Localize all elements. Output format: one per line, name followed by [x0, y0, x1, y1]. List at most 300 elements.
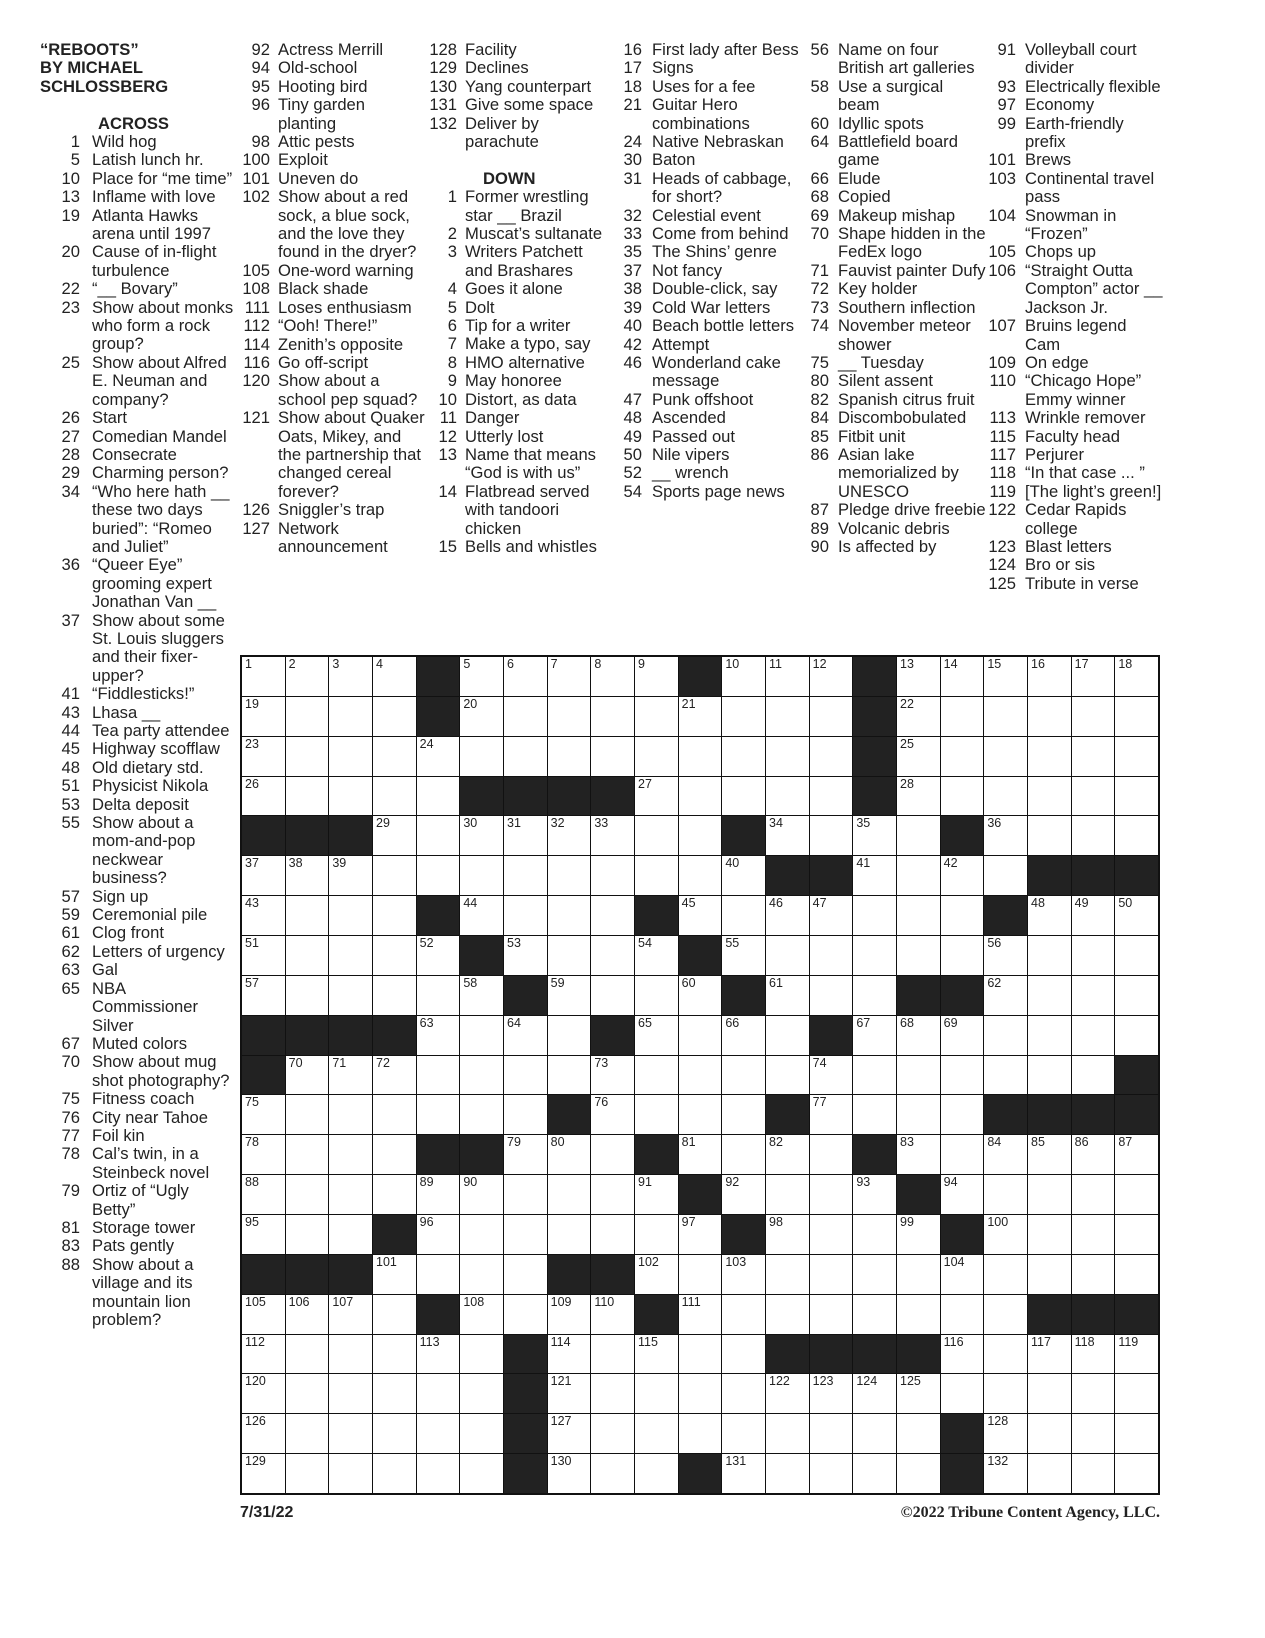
clue-down-74[interactable] — [797, 317, 988, 354]
grid-cell[interactable] — [286, 896, 329, 935]
grid-cell[interactable] — [1072, 697, 1115, 736]
grid-cell[interactable] — [941, 1095, 984, 1134]
clue-down-75[interactable] — [797, 354, 988, 372]
clue-down-49[interactable] — [612, 428, 802, 446]
grid-cell[interactable] — [329, 1374, 372, 1413]
grid-cell[interactable] — [417, 856, 460, 895]
clue-down-54[interactable] — [612, 483, 802, 501]
grid-cell[interactable] — [1072, 737, 1115, 776]
clue-across-112[interactable] — [238, 317, 426, 335]
grid-cell[interactable] — [1028, 936, 1071, 975]
clue-across-1[interactable] — [40, 133, 234, 151]
grid-cell[interactable] — [984, 777, 1027, 816]
grid-cell[interactable] — [941, 1016, 984, 1055]
grid-cell[interactable] — [722, 1295, 765, 1334]
grid-cell[interactable] — [1072, 777, 1115, 816]
grid-cell[interactable] — [460, 1255, 503, 1294]
clue-down-101[interactable] — [984, 151, 1165, 169]
grid-cell[interactable] — [679, 976, 722, 1015]
clue-down-3[interactable] — [425, 243, 607, 280]
grid-cell[interactable] — [548, 1454, 591, 1493]
clue-across-75[interactable] — [40, 1090, 234, 1108]
grid-cell[interactable] — [242, 896, 285, 935]
clue-across-77[interactable] — [40, 1127, 234, 1145]
grid-cell[interactable] — [460, 697, 503, 736]
grid-cell[interactable] — [460, 1056, 503, 1095]
clue-down-14[interactable] — [425, 483, 607, 538]
clue-down-104[interactable] — [984, 207, 1165, 244]
grid-cell[interactable] — [286, 1414, 329, 1453]
clue-across-116[interactable] — [238, 354, 426, 372]
grid-cell[interactable] — [242, 777, 285, 816]
grid-cell[interactable] — [853, 1295, 896, 1334]
grid-cell[interactable] — [897, 697, 940, 736]
grid-cell[interactable] — [242, 697, 285, 736]
clue-down-47[interactable] — [612, 391, 802, 409]
grid-cell[interactable] — [766, 777, 809, 816]
grid-cell[interactable] — [373, 777, 416, 816]
grid-cell[interactable] — [1028, 1215, 1071, 1254]
clue-down-38[interactable] — [612, 280, 802, 298]
grid-cell[interactable] — [591, 1454, 634, 1493]
grid-cell[interactable] — [722, 1095, 765, 1134]
grid-cell[interactable] — [329, 1056, 372, 1095]
grid-cell[interactable] — [548, 737, 591, 776]
grid-cell[interactable] — [766, 1374, 809, 1413]
clue-down-97[interactable] — [984, 96, 1165, 114]
grid-cell[interactable] — [722, 1414, 765, 1453]
grid-cell[interactable] — [373, 737, 416, 776]
grid-cell[interactable] — [1115, 1215, 1158, 1254]
grid-cell[interactable] — [504, 657, 547, 696]
grid-cell[interactable] — [504, 936, 547, 975]
grid-cell[interactable] — [810, 936, 853, 975]
grid-cell[interactable] — [373, 1255, 416, 1294]
grid-cell[interactable] — [853, 936, 896, 975]
grid-cell[interactable] — [548, 1056, 591, 1095]
grid-cell[interactable] — [504, 1016, 547, 1055]
clue-down-115[interactable] — [984, 428, 1165, 446]
clue-down-93[interactable] — [984, 78, 1165, 96]
clue-down-71[interactable] — [797, 262, 988, 280]
grid-cell[interactable] — [417, 1414, 460, 1453]
grid-cell[interactable] — [548, 1295, 591, 1334]
grid-cell[interactable] — [897, 1215, 940, 1254]
grid-cell[interactable] — [1028, 1414, 1071, 1453]
grid-cell[interactable] — [941, 657, 984, 696]
grid-cell[interactable] — [242, 1175, 285, 1214]
grid-cell[interactable] — [679, 1095, 722, 1134]
clue-across-61[interactable] — [40, 924, 234, 942]
clue-across-121[interactable] — [238, 409, 426, 501]
clue-across-127[interactable] — [238, 520, 426, 557]
clue-across-23[interactable] — [40, 299, 234, 354]
clue-down-119[interactable] — [984, 483, 1165, 501]
grid-cell[interactable] — [635, 1175, 678, 1214]
grid-cell[interactable] — [1028, 737, 1071, 776]
clue-across-126[interactable] — [238, 501, 426, 519]
clue-across-92[interactable] — [238, 41, 426, 59]
grid-cell[interactable] — [504, 896, 547, 935]
grid-cell[interactable] — [329, 737, 372, 776]
grid-cell[interactable] — [548, 657, 591, 696]
grid-cell[interactable] — [286, 856, 329, 895]
grid-cell[interactable] — [460, 856, 503, 895]
grid-cell[interactable] — [286, 1095, 329, 1134]
grid-cell[interactable] — [591, 1175, 634, 1214]
grid-cell[interactable] — [591, 936, 634, 975]
grid-cell[interactable] — [853, 1215, 896, 1254]
grid-cell[interactable] — [286, 1175, 329, 1214]
grid-cell[interactable] — [1028, 816, 1071, 855]
clue-down-89[interactable] — [797, 520, 988, 538]
grid-cell[interactable] — [635, 777, 678, 816]
grid-cell[interactable] — [1115, 737, 1158, 776]
grid-cell[interactable] — [460, 1335, 503, 1374]
clue-across-132[interactable] — [425, 115, 607, 152]
clue-down-24[interactable] — [612, 133, 802, 151]
grid-cell[interactable] — [460, 976, 503, 1015]
grid-cell[interactable] — [984, 1056, 1027, 1095]
grid-cell[interactable] — [417, 1056, 460, 1095]
clue-across-22[interactable] — [40, 280, 234, 298]
clue-down-99[interactable] — [984, 115, 1165, 152]
clue-down-80[interactable] — [797, 372, 988, 390]
grid-cell[interactable] — [766, 1414, 809, 1453]
clue-across-27[interactable] — [40, 428, 234, 446]
grid-cell[interactable] — [329, 936, 372, 975]
grid-cell[interactable] — [984, 1215, 1027, 1254]
grid-cell[interactable] — [460, 1295, 503, 1334]
grid-cell[interactable] — [984, 976, 1027, 1015]
grid-cell[interactable] — [810, 976, 853, 1015]
clue-down-50[interactable] — [612, 446, 802, 464]
grid-cell[interactable] — [810, 1295, 853, 1334]
grid-cell[interactable] — [1072, 1215, 1115, 1254]
grid-cell[interactable] — [984, 1454, 1027, 1493]
grid-cell[interactable] — [679, 1215, 722, 1254]
clue-across-95[interactable] — [238, 78, 426, 96]
clue-down-42[interactable] — [612, 336, 802, 354]
grid-cell[interactable] — [635, 936, 678, 975]
grid-cell[interactable] — [286, 1335, 329, 1374]
clue-down-40[interactable] — [612, 317, 802, 335]
clue-across-111[interactable] — [238, 299, 426, 317]
grid-cell[interactable] — [373, 657, 416, 696]
grid-cell[interactable] — [329, 657, 372, 696]
grid-cell[interactable] — [373, 936, 416, 975]
grid-cell[interactable] — [548, 1135, 591, 1174]
grid-cell[interactable] — [1115, 1374, 1158, 1413]
grid-cell[interactable] — [548, 816, 591, 855]
grid-cell[interactable] — [853, 816, 896, 855]
clue-down-16[interactable] — [612, 41, 802, 59]
grid-cell[interactable] — [984, 737, 1027, 776]
grid-cell[interactable] — [984, 816, 1027, 855]
grid-cell[interactable] — [417, 1335, 460, 1374]
grid-cell[interactable] — [1115, 1135, 1158, 1174]
grid-cell[interactable] — [679, 1056, 722, 1095]
clue-across-88[interactable] — [40, 1256, 234, 1330]
grid-cell[interactable] — [984, 1135, 1027, 1174]
grid-cell[interactable] — [810, 1095, 853, 1134]
grid-cell[interactable] — [1115, 896, 1158, 935]
clue-down-13[interactable] — [425, 446, 607, 483]
clue-across-98[interactable] — [238, 133, 426, 151]
grid-cell[interactable] — [810, 896, 853, 935]
clue-across-101[interactable] — [238, 170, 426, 188]
grid-cell[interactable] — [548, 1016, 591, 1055]
grid-cell[interactable] — [766, 1135, 809, 1174]
clue-down-9[interactable] — [425, 372, 607, 390]
grid-cell[interactable] — [591, 697, 634, 736]
clue-across-37[interactable] — [40, 612, 234, 686]
grid-cell[interactable] — [460, 1414, 503, 1453]
grid-cell[interactable] — [984, 1175, 1027, 1214]
clue-down-58[interactable] — [797, 78, 988, 115]
grid-cell[interactable] — [1072, 1414, 1115, 1453]
grid-cell[interactable] — [1028, 697, 1071, 736]
grid-cell[interactable] — [722, 1374, 765, 1413]
grid-cell[interactable] — [853, 1374, 896, 1413]
grid-cell[interactable] — [1028, 777, 1071, 816]
grid-cell[interactable] — [635, 1095, 678, 1134]
clue-down-56[interactable] — [797, 41, 988, 78]
grid-cell[interactable] — [1115, 697, 1158, 736]
grid-cell[interactable] — [286, 737, 329, 776]
grid-cell[interactable] — [548, 697, 591, 736]
grid-cell[interactable] — [329, 1135, 372, 1174]
grid-cell[interactable] — [242, 1215, 285, 1254]
clue-down-1[interactable] — [425, 188, 607, 225]
grid-cell[interactable] — [810, 816, 853, 855]
clue-down-107[interactable] — [984, 317, 1165, 354]
grid-cell[interactable] — [504, 1056, 547, 1095]
grid-cell[interactable] — [460, 1374, 503, 1413]
clue-across-94[interactable] — [238, 59, 426, 77]
grid-cell[interactable] — [591, 1215, 634, 1254]
clue-down-72[interactable] — [797, 280, 988, 298]
grid-cell[interactable] — [286, 1056, 329, 1095]
clue-across-29[interactable] — [40, 464, 234, 482]
grid-cell[interactable] — [286, 777, 329, 816]
grid-cell[interactable] — [242, 856, 285, 895]
clue-down-21[interactable] — [612, 96, 802, 133]
grid-cell[interactable] — [897, 856, 940, 895]
grid-cell[interactable] — [504, 697, 547, 736]
grid-cell[interactable] — [635, 1215, 678, 1254]
grid-cell[interactable] — [329, 1414, 372, 1453]
clue-across-28[interactable] — [40, 446, 234, 464]
clue-across-96[interactable] — [238, 96, 426, 133]
grid-cell[interactable] — [635, 697, 678, 736]
grid-cell[interactable] — [766, 657, 809, 696]
grid-cell[interactable] — [591, 1374, 634, 1413]
clue-down-103[interactable] — [984, 170, 1165, 207]
grid-cell[interactable] — [679, 1255, 722, 1294]
clue-down-35[interactable] — [612, 243, 802, 261]
clue-down-48[interactable] — [612, 409, 802, 427]
grid-cell[interactable] — [591, 856, 634, 895]
clue-across-67[interactable] — [40, 1035, 234, 1053]
grid-cell[interactable] — [984, 1295, 1027, 1334]
grid-cell[interactable] — [417, 1255, 460, 1294]
grid-cell[interactable] — [810, 777, 853, 816]
grid-cell[interactable] — [548, 976, 591, 1015]
grid-cell[interactable] — [1072, 1454, 1115, 1493]
grid-cell[interactable] — [373, 1295, 416, 1334]
clue-down-91[interactable] — [984, 41, 1165, 78]
grid-cell[interactable] — [941, 1175, 984, 1214]
grid-cell[interactable] — [591, 1056, 634, 1095]
clue-across-78[interactable] — [40, 1145, 234, 1182]
clue-down-69[interactable] — [797, 207, 988, 225]
grid-cell[interactable] — [373, 1454, 416, 1493]
grid-cell[interactable] — [504, 1215, 547, 1254]
grid-cell[interactable] — [1115, 777, 1158, 816]
grid-cell[interactable] — [897, 936, 940, 975]
clue-down-113[interactable] — [984, 409, 1165, 427]
clue-down-39[interactable] — [612, 299, 802, 317]
clue-across-45[interactable] — [40, 740, 234, 758]
grid-cell[interactable] — [329, 856, 372, 895]
grid-cell[interactable] — [984, 1335, 1027, 1374]
grid-cell[interactable] — [548, 896, 591, 935]
grid-cell[interactable] — [941, 737, 984, 776]
clue-across-44[interactable] — [40, 722, 234, 740]
grid-cell[interactable] — [635, 657, 678, 696]
grid-cell[interactable] — [635, 1016, 678, 1055]
grid-cell[interactable] — [417, 1095, 460, 1134]
grid-cell[interactable] — [810, 697, 853, 736]
grid-cell[interactable] — [591, 1335, 634, 1374]
grid-cell[interactable] — [679, 1016, 722, 1055]
clue-across-13[interactable] — [40, 188, 234, 206]
grid-cell[interactable] — [897, 657, 940, 696]
grid-cell[interactable] — [460, 816, 503, 855]
grid-cell[interactable] — [242, 657, 285, 696]
grid-cell[interactable] — [548, 1215, 591, 1254]
grid-cell[interactable] — [766, 1215, 809, 1254]
grid-cell[interactable] — [635, 1255, 678, 1294]
clue-down-2[interactable] — [425, 225, 607, 243]
clue-down-123[interactable] — [984, 538, 1165, 556]
grid-cell[interactable] — [853, 1016, 896, 1055]
grid-cell[interactable] — [766, 896, 809, 935]
grid-cell[interactable] — [1072, 896, 1115, 935]
clue-across-34[interactable] — [40, 483, 234, 557]
grid-cell[interactable] — [460, 896, 503, 935]
grid-cell[interactable] — [984, 856, 1027, 895]
grid-cell[interactable] — [548, 1414, 591, 1453]
grid-cell[interactable] — [286, 1374, 329, 1413]
grid-cell[interactable] — [679, 1335, 722, 1374]
grid-cell[interactable] — [591, 1414, 634, 1453]
clue-across-19[interactable] — [40, 207, 234, 244]
grid-cell[interactable] — [941, 856, 984, 895]
grid-cell[interactable] — [810, 1414, 853, 1453]
grid-cell[interactable] — [853, 856, 896, 895]
grid-cell[interactable] — [1072, 976, 1115, 1015]
grid-cell[interactable] — [941, 1135, 984, 1174]
clue-across-26[interactable] — [40, 409, 234, 427]
clue-across-130[interactable] — [425, 78, 607, 96]
clue-down-18[interactable] — [612, 78, 802, 96]
clue-down-66[interactable] — [797, 170, 988, 188]
grid-cell[interactable] — [373, 1095, 416, 1134]
grid-cell[interactable] — [722, 737, 765, 776]
clue-down-60[interactable] — [797, 115, 988, 133]
grid-cell[interactable] — [766, 697, 809, 736]
grid-cell[interactable] — [373, 1335, 416, 1374]
clue-across-131[interactable] — [425, 96, 607, 114]
grid-cell[interactable] — [1028, 1255, 1071, 1294]
grid-cell[interactable] — [897, 1295, 940, 1334]
grid-cell[interactable] — [679, 1374, 722, 1413]
grid-cell[interactable] — [984, 1414, 1027, 1453]
grid-cell[interactable] — [722, 1016, 765, 1055]
grid-cell[interactable] — [941, 1056, 984, 1095]
clue-down-68[interactable] — [797, 188, 988, 206]
clue-down-70[interactable] — [797, 225, 988, 262]
grid-cell[interactable] — [853, 896, 896, 935]
grid-cell[interactable] — [897, 777, 940, 816]
grid-cell[interactable] — [635, 1335, 678, 1374]
grid-cell[interactable] — [941, 936, 984, 975]
grid-cell[interactable] — [329, 1295, 372, 1334]
clue-down-85[interactable] — [797, 428, 988, 446]
grid-cell[interactable] — [766, 816, 809, 855]
grid-cell[interactable] — [1028, 1016, 1071, 1055]
grid-cell[interactable] — [766, 1454, 809, 1493]
clue-down-82[interactable] — [797, 391, 988, 409]
grid-cell[interactable] — [897, 1095, 940, 1134]
grid-cell[interactable] — [417, 1454, 460, 1493]
clue-down-87[interactable] — [797, 501, 988, 519]
grid-cell[interactable] — [373, 896, 416, 935]
grid-cell[interactable] — [242, 1335, 285, 1374]
clue-across-129[interactable] — [425, 59, 607, 77]
grid-cell[interactable] — [329, 1095, 372, 1134]
grid-cell[interactable] — [1028, 657, 1071, 696]
grid-cell[interactable] — [897, 1374, 940, 1413]
clue-across-65[interactable] — [40, 980, 234, 1035]
clue-across-20[interactable] — [40, 243, 234, 280]
clue-across-59[interactable] — [40, 906, 234, 924]
grid-cell[interactable] — [1115, 657, 1158, 696]
grid-cell[interactable] — [504, 737, 547, 776]
grid-cell[interactable] — [591, 1095, 634, 1134]
grid-cell[interactable] — [286, 1215, 329, 1254]
grid-cell[interactable] — [635, 737, 678, 776]
grid-cell[interactable] — [941, 1255, 984, 1294]
grid-cell[interactable] — [810, 1374, 853, 1413]
grid-cell[interactable] — [941, 1295, 984, 1334]
grid-cell[interactable] — [941, 1374, 984, 1413]
grid-cell[interactable] — [504, 1175, 547, 1214]
grid-cell[interactable] — [941, 1335, 984, 1374]
clue-across-53[interactable] — [40, 796, 234, 814]
clue-across-128[interactable] — [425, 41, 607, 59]
grid-cell[interactable] — [417, 976, 460, 1015]
clue-across-76[interactable] — [40, 1109, 234, 1127]
clue-across-83[interactable] — [40, 1237, 234, 1255]
grid-cell[interactable] — [984, 697, 1027, 736]
grid-cell[interactable] — [591, 976, 634, 1015]
grid-cell[interactable] — [1072, 1374, 1115, 1413]
grid-cell[interactable] — [810, 1454, 853, 1493]
grid-cell[interactable] — [635, 816, 678, 855]
